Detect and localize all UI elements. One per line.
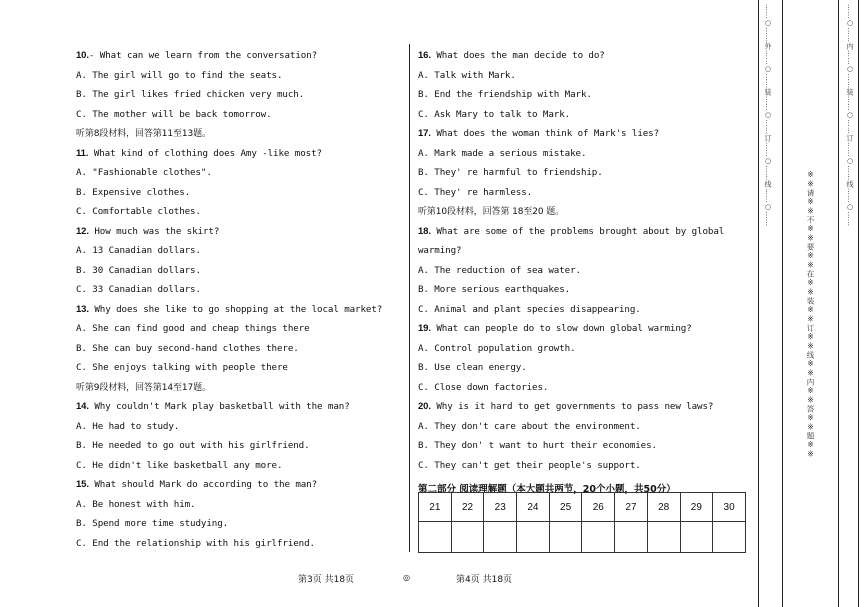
section-instruction: 听第9段材料，回答第14至17题。 — [76, 382, 211, 393]
page-number-right: 第4页 共18页 — [456, 575, 513, 585]
binding-line-inner: ……○……内……○……装……○……订……○……线……○…… — [846, 4, 854, 227]
column-divider — [409, 44, 410, 552]
question-text: What does the woman think of Mark's lies? — [430, 128, 660, 139]
binding-border-line — [782, 0, 783, 607]
option-line: B. Use clean energy. — [418, 362, 527, 373]
binding-border-line — [858, 0, 859, 607]
answer-cell[interactable] — [582, 522, 615, 553]
option-line: B. Spend more time studying. — [76, 518, 229, 529]
question-number: 18. — [418, 225, 431, 237]
question-text: Why does she like to go shopping at the local market? — [88, 303, 383, 315]
option-line: A. The girl will go to find the seats. — [76, 69, 283, 81]
option-line: C. 33 Canadian dollars. — [76, 284, 201, 295]
option-line: B. They' re harmful to friendship. — [418, 167, 603, 178]
option-line: B. He needed to go out with his girlfriend. — [76, 440, 310, 451]
answer-cell[interactable] — [615, 522, 648, 553]
question-number: 12. — [76, 225, 89, 237]
question-line — [418, 401, 713, 413]
option-line: A. The reduction of sea water. — [418, 264, 581, 276]
option-line: B. More serious earthquakes. — [418, 284, 571, 295]
option-line: C. She enjoys talking with people there — [76, 362, 288, 373]
question-line — [76, 226, 219, 238]
option-line: C. Comfortable clothes. — [76, 206, 201, 217]
option-line: C. The mother will be back tomorrow. — [76, 108, 272, 120]
answer-table-header-cell: 24 — [517, 493, 550, 522]
section-header: 第二部分 阅读理解题（本大题共两节，20个小题，共50分） — [418, 484, 676, 495]
question-text: What does the man decide to do? — [430, 50, 605, 61]
binding-border-line — [838, 0, 839, 607]
question-number: 20. — [418, 401, 431, 412]
question-line — [418, 128, 659, 140]
option-line: A. 13 Canadian dollars. — [76, 245, 201, 256]
option-line: A. They don't care about the environment. — [418, 420, 641, 432]
question-number: 11. — [76, 147, 89, 159]
option-line: A. "Fashionable clothes". — [76, 167, 212, 178]
option-line: A. He had to study. — [76, 420, 180, 432]
question-line — [418, 323, 692, 335]
answer-cell[interactable] — [713, 522, 746, 553]
question-line — [418, 50, 605, 62]
question-number: 14. — [76, 401, 89, 412]
option-line: B. Expensive clothes. — [76, 186, 191, 198]
page-number-left: 第3页 共18页 — [298, 575, 355, 585]
answer-cell[interactable] — [549, 522, 582, 553]
question-text: What are some of the problems brought about by global — [430, 225, 725, 237]
question-number: 17. — [418, 128, 431, 139]
option-line: B. The girl likes fried chicken very much. — [76, 89, 305, 100]
question-number: 19. — [418, 323, 431, 334]
answer-table-header-cell: 27 — [615, 493, 648, 522]
answer-table-header-row — [419, 493, 746, 522]
question-text: What kind of clothing does Amy -like most? — [88, 147, 322, 159]
option-line: C. They can't get their people's support. — [418, 459, 641, 471]
answer-cell[interactable] — [484, 522, 517, 553]
question-line — [76, 401, 350, 413]
question-text: How much was the skirt? — [88, 225, 220, 237]
binding-border-line — [758, 0, 759, 607]
question-text: What should Mark do according to the man? — [88, 479, 318, 490]
section-instruction: 听第10段材料，回答第 18至20 题。 — [418, 207, 565, 217]
question-line — [76, 479, 317, 491]
option-line: C. He didn't like basketball any more. — [76, 459, 283, 471]
binding-notice: ※※请※※不※※要※※在※※装※※订※※线※※内※※答※※题※※ — [806, 170, 815, 459]
answer-table-header-cell: 25 — [549, 493, 582, 522]
option-line: warming? — [418, 245, 462, 256]
question-number: 16. — [418, 50, 431, 61]
answer-cell[interactable] — [680, 522, 713, 553]
section-instruction: 听第8段材料，回答第11至13题。 — [76, 129, 211, 139]
question-number: 13. — [76, 303, 89, 315]
center-mark: ◎ — [403, 573, 410, 582]
answer-table-header-cell: 21 — [419, 493, 452, 522]
option-line: B. She can buy second-hand clothes there. — [76, 342, 299, 354]
option-line: C. Close down factories. — [418, 381, 549, 393]
option-line: C. They' re harmless. — [418, 186, 533, 198]
answer-table-header-cell: 22 — [451, 493, 484, 522]
option-line: A. Be honest with him. — [76, 498, 196, 510]
question-text: - What can we learn from the conversation? — [88, 50, 318, 61]
answer-cell[interactable] — [419, 522, 452, 553]
option-line: A. She can find good and cheap things there — [76, 323, 310, 334]
option-line: A. Control population growth. — [418, 342, 576, 354]
answer-table-header-cell: 29 — [680, 493, 713, 522]
option-line: B. 30 Canadian dollars. — [76, 264, 201, 276]
question-number: 10. — [76, 50, 89, 61]
question-line — [76, 304, 382, 316]
option-line: B. They don' t want to hurt their economies. — [418, 440, 657, 451]
option-line: C. Ask Mary to talk to Mark. — [418, 108, 571, 120]
answer-cell[interactable] — [517, 522, 550, 553]
question-text: Why couldn't Mark play basketball with the man? — [88, 401, 350, 412]
question-text: What can people do to slow down global warming? — [430, 323, 692, 334]
answer-table-header-cell: 23 — [484, 493, 517, 522]
question-text: Why is it hard to get governments to pass new laws? — [430, 401, 714, 412]
answer-table-header-cell: 26 — [582, 493, 615, 522]
question-line — [76, 50, 317, 62]
answer-table-header-cell: 30 — [713, 493, 746, 522]
answer-table-answer-row — [419, 522, 746, 553]
answer-cell[interactable] — [451, 522, 484, 553]
option-line: B. End the friendship with Mark. — [418, 89, 592, 100]
question-line — [76, 148, 322, 160]
option-line: C. Animal and plant species disappearing. — [418, 303, 641, 315]
option-line: A. Mark made a serious mistake. — [418, 147, 587, 159]
answer-table — [418, 492, 746, 553]
option-line: A. Talk with Mark. — [418, 69, 516, 81]
answer-cell[interactable] — [647, 522, 680, 553]
binding-line-outer: ……○……外……○……装……○……订……○……线……○…… — [764, 4, 772, 227]
option-line: C. End the relationship with his girlfriend. — [76, 537, 315, 549]
question-line — [418, 226, 724, 238]
question-number: 15. — [76, 479, 89, 490]
answer-table-header-cell: 28 — [647, 493, 680, 522]
